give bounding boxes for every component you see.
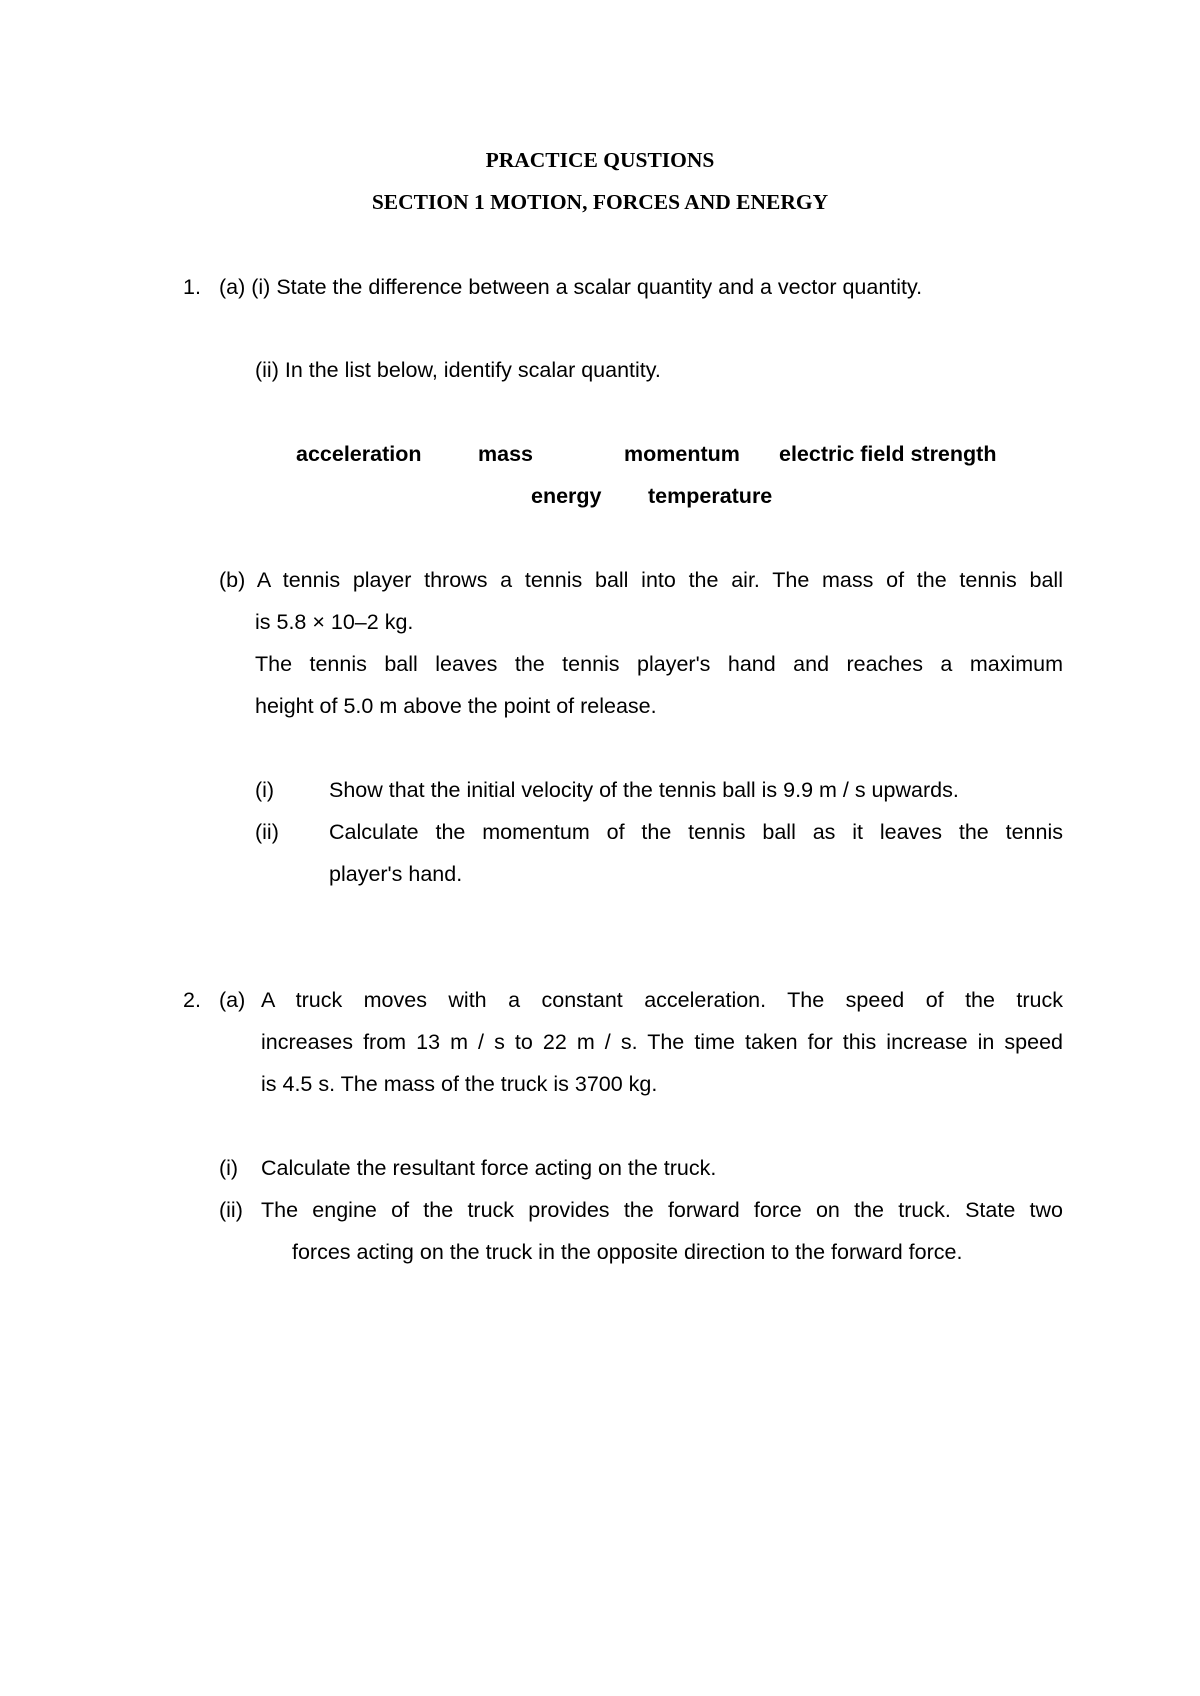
q1-b-line-2: is 5.8 × 10–2 kg. [255,610,414,634]
page-title: PRACTICE QUSTIONS [485,148,715,172]
q1-number: 1. [183,275,201,299]
q2-a-label: (a) [219,988,246,1012]
q1-b-i-label: (i) [255,778,275,802]
q1-b-ii-text-2: player's hand. [329,862,463,886]
q1-b-line-3: The tennis ball leaves the tennis player's hand and reaches a maximum [255,652,1063,676]
q2-a-line-2: increases from 13 m / s to 22 m / s. The time taken for this increase in speed [261,1030,1063,1054]
q2-a-line-1: A truck moves with a constant acceleration. The speed of the truck [261,988,1063,1012]
term-energy: energy [531,484,602,508]
q1-b-ii-label: (ii) [255,820,279,844]
q1-b-ii-text-1: Calculate the momentum of the tennis ball as it leaves the tennis [329,820,1063,844]
section-heading: SECTION 1 MOTION, FORCES AND ENERGY [371,190,829,214]
term-mass: mass [478,442,533,466]
q1-b-line-1: (b) A tennis player throws a tennis ball into the air. The mass of the tennis ball [219,568,1063,592]
q2-a-line-3: is 4.5 s. The mass of the truck is 3700 kg. [261,1072,658,1096]
q2-ii-label: (ii) [219,1198,243,1222]
term-acceleration: acceleration [296,442,422,466]
q2-i-text: Calculate the resultant force acting on the truck. [261,1156,717,1180]
term-momentum: momentum [624,442,740,466]
q1-b-i-text: Show that the initial velocity of the tennis ball is 9.9 m / s upwards. [329,778,959,802]
q1-a-i-text: (a) (i) State the difference between a scalar quantity and a vector quantity. [219,275,923,299]
term-temperature: temperature [648,484,773,508]
q2-i-label: (i) [219,1156,239,1180]
q2-number: 2. [183,988,201,1012]
q2-ii-text-1: The engine of the truck provides the forward force on the truck. State two [261,1198,1063,1222]
q2-ii-text-2: forces acting on the truck in the opposite direction to the forward force. [292,1240,963,1264]
q1-a-ii-text: (ii) In the list below, identify scalar quantity. [255,358,661,382]
term-electric-field-strength: electric field strength [779,442,997,466]
q1-b-line-4: height of 5.0 m above the point of release. [255,694,657,718]
